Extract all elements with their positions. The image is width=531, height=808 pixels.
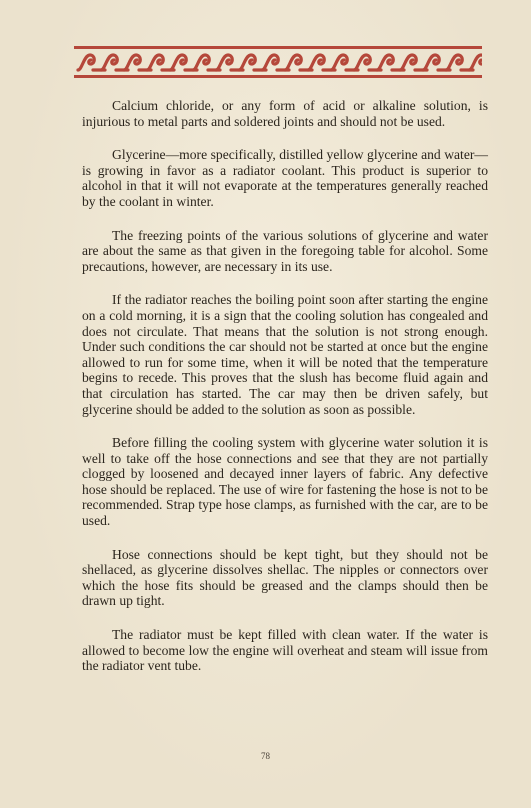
wave-scroll-border-ornament (74, 46, 482, 78)
wave-scroll-motif (101, 55, 128, 70)
body-text (82, 98, 488, 692)
wave-scroll-motif (354, 55, 381, 70)
wave-scroll-motif (423, 55, 450, 70)
wave-scroll-motif (331, 55, 358, 70)
wave-scroll-motif (147, 55, 174, 70)
wave-scroll-motif (170, 55, 197, 70)
wave-scroll-motif (308, 55, 335, 70)
paragraph-freezing-points: The freezing points of the various solutions of glycerine and water are about the same as that given in the foregoing table for alcohol. Some precautions, however, are necessary in its use. (82, 227, 488, 274)
wave-scroll-motif (78, 55, 105, 70)
paragraph-radiator-filled: The radiator must be kept filled with clean water. If the water is allowed to become low the engine will overheat and steam will issue from the radiator vent tube. (82, 627, 488, 674)
wave-scroll-motif (262, 55, 289, 70)
paragraph-calcium-chloride: Calcium chloride, or any form of acid or alkaline solution, is injurious to metal parts and soldered joints and should not be used. (82, 98, 488, 129)
page-number: 78 (261, 751, 270, 761)
wave-scroll-motif (469, 55, 482, 70)
wave-scroll-motif (400, 55, 427, 70)
wave-scroll-motif (124, 55, 151, 70)
wave-scroll-motif (216, 55, 243, 70)
wave-scroll-motif (239, 55, 266, 70)
paragraph-boiling-point: If the radiator reaches the boiling point soon after starting the engine on a cold morning, it is a sign that the cooling solution has congealed and does not circulate. That means that the solution is not strong enough. Under such conditions the car should not be started at once but the engine allowed to run for some time, when it will be noted that the temperature begins to recede. This proves that the slush has become fluid again and that circulation has started. The car may then be driven safely, but glycerine should be added to the solution as soon as possible. (82, 292, 488, 417)
paragraph-hose-tight: Hose connections should be kept tight, but they should not be shellaced, as glycerine dissolves shellac. The nipples or connectors over which the hose fits should be greased and the clamps should then be drawn up tight. (82, 546, 488, 609)
wave-scroll-motif (193, 55, 220, 70)
paragraph-glycerine: Glycerine—more specifically, distilled yellow glycerine and water—is growing in favor as a radiator coolant. This product is superior to alcohol in that it will not evaporate at the temperatures generally reached by the coolant in winter. (82, 147, 488, 209)
paragraph-hose-connections-check: Before filling the cooling system with glycerine water solution it is well to take off the hose connections and see that they are not partially clogged by loosened and decayed inner layers of fabric. Any defective hose should be replaced. The use of wire for fastening the hose is not to be recommended. Strap type hose clamps, as furnished with the car, are to be used. (82, 435, 488, 529)
wave-scroll-motif (285, 55, 312, 70)
wave-scroll-motif (377, 55, 404, 70)
wave-scroll-motif (446, 55, 473, 70)
